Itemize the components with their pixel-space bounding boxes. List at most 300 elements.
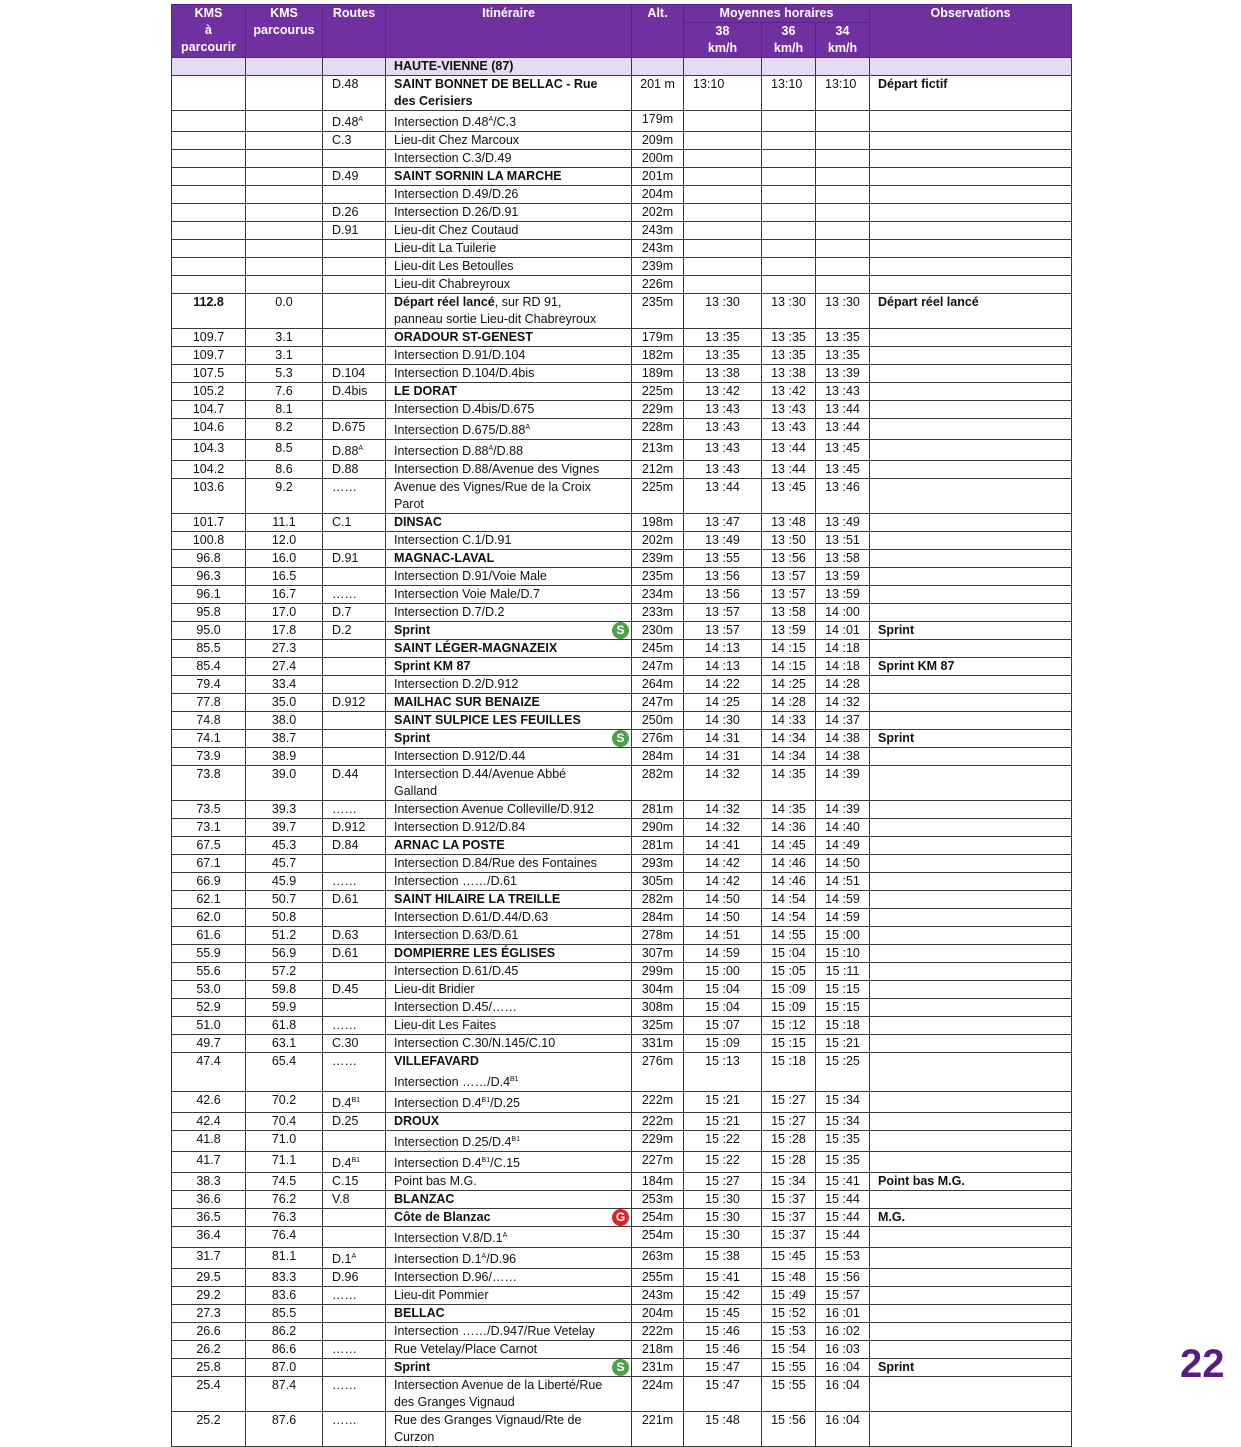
route-cell <box>323 532 386 550</box>
time-38-cell: 13 :57 <box>684 604 762 622</box>
observation-cell <box>870 258 1072 276</box>
time-38-cell <box>684 186 762 204</box>
kms-remaining-cell: 26.2 <box>172 1341 246 1359</box>
header-kms-remaining: KMS à parcourir <box>172 5 246 58</box>
observation-cell <box>870 1017 1072 1035</box>
altitude-cell: 247m <box>632 694 684 712</box>
time-38-cell: 14 :31 <box>684 748 762 766</box>
altitude-cell: 282m <box>632 766 684 801</box>
altitude-cell: 202m <box>632 532 684 550</box>
itinerary-cell: Intersection $D.4^{B1}/D.25$ <box>386 1091 632 1112</box>
kms-done-cell: 70.2 <box>246 1091 323 1112</box>
kms-done-cell: 71.0 <box>246 1130 323 1151</box>
route-cell: D.7 <box>323 604 386 622</box>
altitude-cell: 299m <box>632 963 684 981</box>
time-34-cell: 13 :35 <box>816 347 870 365</box>
time-36-cell: 15 :28 <box>762 1151 816 1172</box>
kms-remaining-cell: 62.0 <box>172 909 246 927</box>
route-cell <box>323 150 386 168</box>
time-36-cell: 15 :09 <box>762 999 816 1017</box>
kms-remaining-cell: 104.6 <box>172 419 246 440</box>
time-38-cell: 15 :21 <box>684 1112 762 1130</box>
kms-remaining-cell: 42.6 <box>172 1091 246 1112</box>
kms-done-cell: 85.5 <box>246 1305 323 1323</box>
kms-done-cell: 7.6 <box>246 383 323 401</box>
time-36-cell: 15 :45 <box>762 1248 816 1269</box>
time-38-cell: 13 :43 <box>684 401 762 419</box>
kms-remaining-cell: 96.8 <box>172 550 246 568</box>
kms-remaining-cell: 104.7 <box>172 401 246 419</box>
itinerary-cell: Lieu-dit La Tuilerie <box>386 240 632 258</box>
itinerary-cell: Intersection Avenue Colleville/D.912 <box>386 801 632 819</box>
time-36-cell: 13 :48 <box>762 514 816 532</box>
kms-remaining-cell <box>172 222 246 240</box>
itinerary-cell: Intersection D.45/…… <box>386 999 632 1017</box>
time-36-cell: 15 :48 <box>762 1269 816 1287</box>
time-38-cell: 14 :59 <box>684 945 762 963</box>
kms-done-cell: 16.5 <box>246 568 323 586</box>
kms-remaining-cell: 79.4 <box>172 676 246 694</box>
itinerary-row <box>172 819 1072 837</box>
altitude-cell: 179m <box>632 111 684 132</box>
route-cell: C.1 <box>323 514 386 532</box>
header-speed-34: 34 km/h <box>816 23 870 58</box>
kms-remaining-cell <box>172 258 246 276</box>
kms-remaining-cell: 41.8 <box>172 1130 246 1151</box>
itinerary-row <box>172 1112 1072 1130</box>
altitude-cell: 254m <box>632 1209 684 1227</box>
observation-cell <box>870 276 1072 294</box>
time-34-cell: 14 :49 <box>816 837 870 855</box>
time-38-cell: 15 :22 <box>684 1151 762 1172</box>
route-cell: C.3 <box>323 132 386 150</box>
time-36-cell: 15 :05 <box>762 963 816 981</box>
altitude-cell: 276m <box>632 1053 684 1091</box>
kms-done-cell: 3.1 <box>246 347 323 365</box>
header-itinerary: Itinéraire <box>386 5 632 58</box>
kms-done-cell: 8.5 <box>246 440 323 461</box>
time-38-cell: 15 :47 <box>684 1359 762 1377</box>
kms-done-cell: 71.1 <box>246 1151 323 1172</box>
kms-remaining-cell: 29.2 <box>172 1287 246 1305</box>
kms-done-cell: 8.6 <box>246 461 323 479</box>
observation-cell <box>870 204 1072 222</box>
itinerary-cell: SAINT SULPICE LES FEUILLES <box>386 712 632 730</box>
time-38-cell: 15 :48 <box>684 1412 762 1447</box>
route-cell <box>323 1209 386 1227</box>
kms-done-cell: 38.9 <box>246 748 323 766</box>
kms-done-cell: 87.0 <box>246 1359 323 1377</box>
itinerary-cell: Sprint KM 87 <box>386 658 632 676</box>
time-34-cell <box>816 132 870 150</box>
observation-cell <box>870 1130 1072 1151</box>
time-38-cell: 13 :43 <box>684 419 762 440</box>
kms-remaining-cell: 101.7 <box>172 514 246 532</box>
route-cell: D.61 <box>323 945 386 963</box>
time-36-cell: 15 :18 <box>762 1053 816 1091</box>
kms-done-cell <box>246 240 323 258</box>
time-36-cell: 14 :45 <box>762 837 816 855</box>
time-36-cell: 13 :57 <box>762 586 816 604</box>
route-cell <box>323 712 386 730</box>
itinerary-row <box>172 1359 1072 1377</box>
time-38-cell <box>684 204 762 222</box>
itinerary-row <box>172 748 1072 766</box>
time-36-cell: 15 :27 <box>762 1112 816 1130</box>
kms-remaining-cell <box>172 240 246 258</box>
itinerary-row <box>172 1035 1072 1053</box>
route-cell: …… <box>323 1017 386 1035</box>
kms-remaining-cell: 73.1 <box>172 819 246 837</box>
time-36-cell: 14 :46 <box>762 873 816 891</box>
time-36-cell: 14 :28 <box>762 694 816 712</box>
itinerary-cell: Intersection D.104/D.4bis <box>386 365 632 383</box>
kms-remaining-cell: 51.0 <box>172 1017 246 1035</box>
altitude-cell: 325m <box>632 1017 684 1035</box>
kms-done-cell: 9.2 <box>246 479 323 514</box>
header-speed-38: 38 km/h <box>684 23 762 58</box>
altitude-cell: 227m <box>632 1151 684 1172</box>
kms-done-cell <box>246 132 323 150</box>
itinerary-row <box>172 76 1072 111</box>
observation-cell <box>870 1341 1072 1359</box>
itinerary-cell: Intersection D.4bis/D.675 <box>386 401 632 419</box>
route-cell: D.45 <box>323 981 386 999</box>
itinerary-cell: Lieu-dit Les Betoulles <box>386 258 632 276</box>
route-cell: D.63 <box>323 927 386 945</box>
observation-cell <box>870 1151 1072 1172</box>
time-34-cell: 15 :21 <box>816 1035 870 1053</box>
time-36-cell: 13 :56 <box>762 550 816 568</box>
time-38-cell <box>684 240 762 258</box>
itinerary-cell: Sprint S <box>386 622 632 640</box>
kms-remaining-cell <box>172 132 246 150</box>
kms-done-cell: 8.2 <box>246 419 323 440</box>
itinerary-cell: Intersection D.912/D.44 <box>386 748 632 766</box>
kms-done-cell: 87.4 <box>246 1377 323 1412</box>
kms-remaining-cell: 96.1 <box>172 586 246 604</box>
itinerary-row <box>172 1227 1072 1248</box>
time-38-cell: 13 :38 <box>684 365 762 383</box>
itinerary-cell: Intersection D.91/D.104 <box>386 347 632 365</box>
time-38-cell: 15 :41 <box>684 1269 762 1287</box>
kms-remaining-cell: 47.4 <box>172 1053 246 1091</box>
time-36-cell: 13 :45 <box>762 479 816 514</box>
altitude-cell: 243m <box>632 1287 684 1305</box>
itinerary-row <box>172 365 1072 383</box>
observation-cell <box>870 461 1072 479</box>
time-36-cell <box>762 240 816 258</box>
kms-remaining-cell: 49.7 <box>172 1035 246 1053</box>
time-36-cell: 13 :43 <box>762 401 816 419</box>
time-34-cell: 13 :44 <box>816 401 870 419</box>
sprint-icon: S <box>612 730 629 747</box>
time-34-cell: 13 :59 <box>816 586 870 604</box>
time-34-cell: 13:10 <box>816 76 870 111</box>
itinerary-cell: VILLEFAVARD Intersection $\dots\dots/D.4^{B1}$ <box>386 1053 632 1091</box>
time-34-cell: 13 :45 <box>816 440 870 461</box>
observation-cell <box>870 150 1072 168</box>
route-cell: D.104 <box>323 365 386 383</box>
kms-done-cell: 39.3 <box>246 801 323 819</box>
observation-cell <box>870 748 1072 766</box>
route-cell: $D.88^A$ <box>323 440 386 461</box>
route-cell <box>323 329 386 347</box>
header-altitude: Alt. <box>632 5 684 58</box>
altitude-cell: 212m <box>632 461 684 479</box>
observation-cell <box>870 1053 1072 1091</box>
kms-done-cell: 83.6 <box>246 1287 323 1305</box>
route-cell <box>323 1227 386 1248</box>
time-36-cell: 14 :46 <box>762 855 816 873</box>
observation-cell <box>870 981 1072 999</box>
time-38-cell: 14 :32 <box>684 801 762 819</box>
time-36-cell: 14 :35 <box>762 801 816 819</box>
time-38-cell: 14 :32 <box>684 766 762 801</box>
itinerary-row <box>172 622 1072 640</box>
kms-done-cell: 16.0 <box>246 550 323 568</box>
itinerary-row <box>172 1209 1072 1227</box>
time-38-cell: 15 :42 <box>684 1287 762 1305</box>
itinerary-cell: Intersection Avenue de la Liberté/Rue des Granges Vignaud <box>386 1377 632 1412</box>
observation-cell <box>870 1091 1072 1112</box>
time-38-cell <box>684 150 762 168</box>
time-36-cell: 14 :15 <box>762 640 816 658</box>
kms-done-cell: 51.2 <box>246 927 323 945</box>
altitude-cell: 233m <box>632 604 684 622</box>
time-38-cell: 14 :42 <box>684 855 762 873</box>
observation-cell <box>870 168 1072 186</box>
time-36-cell: 14 :33 <box>762 712 816 730</box>
altitude-cell: 284m <box>632 748 684 766</box>
route-cell: D.25 <box>323 1112 386 1130</box>
route-cell <box>323 748 386 766</box>
time-38-cell: 15 :09 <box>684 1035 762 1053</box>
time-34-cell: 13 :58 <box>816 550 870 568</box>
kms-done-cell: 12.0 <box>246 532 323 550</box>
itinerary-row <box>172 1323 1072 1341</box>
altitude-cell: 228m <box>632 419 684 440</box>
time-36-cell: 13 :58 <box>762 604 816 622</box>
observation-cell <box>870 819 1072 837</box>
time-36-cell: 13 :42 <box>762 383 816 401</box>
kms-done-cell: 57.2 <box>246 963 323 981</box>
sprint-icon: S <box>612 622 629 639</box>
time-34-cell <box>816 168 870 186</box>
time-36-cell: 15 :04 <box>762 945 816 963</box>
time-38-cell: 15 :30 <box>684 1227 762 1248</box>
altitude-cell: 239m <box>632 550 684 568</box>
time-34-cell: 15 :15 <box>816 981 870 999</box>
itinerary-cell: Lieu-dit Chez Marcoux <box>386 132 632 150</box>
kms-remaining-cell: 55.6 <box>172 963 246 981</box>
time-36-cell <box>762 186 816 204</box>
kms-done-cell: 5.3 <box>246 365 323 383</box>
route-cell: C.15 <box>323 1173 386 1191</box>
kms-remaining-cell: 55.9 <box>172 945 246 963</box>
route-cell <box>323 1305 386 1323</box>
kms-done-cell: 45.9 <box>246 873 323 891</box>
altitude-cell: 305m <box>632 873 684 891</box>
kms-remaining-cell: 100.8 <box>172 532 246 550</box>
time-34-cell: 15 :56 <box>816 1269 870 1287</box>
observation-cell <box>870 945 1072 963</box>
time-34-cell: 14 :38 <box>816 748 870 766</box>
altitude-cell: 202m <box>632 204 684 222</box>
route-cell <box>323 855 386 873</box>
time-34-cell: 13 :45 <box>816 461 870 479</box>
observation-cell <box>870 1377 1072 1412</box>
time-34-cell: 15 :15 <box>816 999 870 1017</box>
route-cell <box>323 568 386 586</box>
altitude-cell: 222m <box>632 1091 684 1112</box>
time-36-cell: 15 :55 <box>762 1359 816 1377</box>
kms-done-cell: 16.7 <box>246 586 323 604</box>
time-34-cell: 15 :35 <box>816 1130 870 1151</box>
time-34-cell: 14 :59 <box>816 909 870 927</box>
itinerary-cell: Intersection D.88/Avenue des Vignes <box>386 461 632 479</box>
observation-cell <box>870 766 1072 801</box>
itinerary-row <box>172 945 1072 963</box>
kms-done-cell <box>246 204 323 222</box>
kms-remaining-cell: 109.7 <box>172 329 246 347</box>
itinerary-cell: Rue des Granges Vignaud/Rte de Curzon <box>386 1412 632 1447</box>
time-34-cell: 16 :03 <box>816 1341 870 1359</box>
time-38-cell: 13 :42 <box>684 383 762 401</box>
itinerary-row <box>172 240 1072 258</box>
itinerary-cell: ORADOUR ST-GENEST <box>386 329 632 347</box>
observation-cell <box>870 604 1072 622</box>
time-36-cell: 14 :34 <box>762 730 816 748</box>
time-38-cell: 13 :44 <box>684 479 762 514</box>
itinerary-cell: Intersection D.96/…… <box>386 1269 632 1287</box>
time-38-cell: 14 :42 <box>684 873 762 891</box>
route-cell: $D.1^A$ <box>323 1248 386 1269</box>
observation-cell: Sprint <box>870 1359 1072 1377</box>
kms-remaining-cell: 77.8 <box>172 694 246 712</box>
altitude-cell: 189m <box>632 365 684 383</box>
altitude-cell: 282m <box>632 891 684 909</box>
observation-cell <box>870 401 1072 419</box>
time-38-cell: 13 :55 <box>684 550 762 568</box>
altitude-cell: 243m <box>632 222 684 240</box>
observation-cell: Sprint KM 87 <box>870 658 1072 676</box>
time-38-cell: 13 :35 <box>684 329 762 347</box>
time-36-cell: 15 :34 <box>762 1173 816 1191</box>
time-38-cell <box>684 168 762 186</box>
time-34-cell: 13 :43 <box>816 383 870 401</box>
route-cell: $D.4^{B1}$ <box>323 1091 386 1112</box>
observation-cell: Sprint <box>870 730 1072 748</box>
itinerary-cell: Intersection $D.4^{B1}/C.15$ <box>386 1151 632 1172</box>
time-34-cell: 16 :02 <box>816 1323 870 1341</box>
route-cell <box>323 347 386 365</box>
kms-done-cell: 33.4 <box>246 676 323 694</box>
kms-done-cell <box>246 276 323 294</box>
altitude-cell: 281m <box>632 801 684 819</box>
altitude-cell: 235m <box>632 568 684 586</box>
time-36-cell: 14 :15 <box>762 658 816 676</box>
kms-done-cell: 70.4 <box>246 1112 323 1130</box>
time-38-cell: 13 :49 <box>684 532 762 550</box>
itinerary-cell: Intersection D.912/D.84 <box>386 819 632 837</box>
itinerary-cell: Intersection $D.88^A/D.88$ <box>386 440 632 461</box>
itinerary-cell: Intersection D.84/Rue des Fontaines <box>386 855 632 873</box>
itinerary-row <box>172 111 1072 132</box>
altitude-cell: 204m <box>632 186 684 204</box>
observation-cell <box>870 1305 1072 1323</box>
kms-remaining-cell: 107.5 <box>172 365 246 383</box>
observation-cell <box>870 329 1072 347</box>
altitude-cell: 226m <box>632 276 684 294</box>
observation-cell <box>870 240 1072 258</box>
kms-done-cell: 45.3 <box>246 837 323 855</box>
kms-remaining-cell <box>172 111 246 132</box>
time-34-cell: 16 :04 <box>816 1377 870 1412</box>
observation-cell <box>870 712 1072 730</box>
kms-done-cell: 76.2 <box>246 1191 323 1209</box>
itinerary-row <box>172 204 1072 222</box>
header-average-speeds: Moyennes horaires <box>684 5 870 23</box>
observation-cell <box>870 640 1072 658</box>
itinerary-row <box>172 712 1072 730</box>
altitude-cell: 247m <box>632 658 684 676</box>
altitude-cell: 235m <box>632 294 684 329</box>
kms-done-cell: 50.7 <box>246 891 323 909</box>
kms-remaining-cell <box>172 276 246 294</box>
kms-done-cell: 63.1 <box>246 1035 323 1053</box>
time-38-cell: 15 :46 <box>684 1323 762 1341</box>
time-38-cell: 14 :22 <box>684 676 762 694</box>
page-number: 22 <box>1180 1342 1225 1386</box>
altitude-cell: 218m <box>632 1341 684 1359</box>
observation-cell <box>870 676 1072 694</box>
observation-cell: Point bas M.G. <box>870 1173 1072 1191</box>
time-34-cell: 13 :59 <box>816 568 870 586</box>
observation-cell <box>870 1412 1072 1447</box>
time-34-cell <box>816 222 870 240</box>
time-36-cell: 14 :25 <box>762 676 816 694</box>
observation-cell <box>870 1287 1072 1305</box>
time-38-cell: 13 :57 <box>684 622 762 640</box>
kms-remaining-cell <box>172 150 246 168</box>
observation-cell <box>870 586 1072 604</box>
kms-remaining-cell: 112.8 <box>172 294 246 329</box>
time-36-cell: 13 :44 <box>762 461 816 479</box>
altitude-cell: 229m <box>632 1130 684 1151</box>
itinerary-row <box>172 383 1072 401</box>
kms-remaining-cell: 29.5 <box>172 1269 246 1287</box>
kms-remaining-cell: 74.8 <box>172 712 246 730</box>
time-36-cell: 15 :12 <box>762 1017 816 1035</box>
time-34-cell: 13 :39 <box>816 365 870 383</box>
itinerary-cell: Intersection D.2/D.912 <box>386 676 632 694</box>
observation-cell <box>870 927 1072 945</box>
itinerary-cell: BELLAC <box>386 1305 632 1323</box>
kms-remaining-cell: 25.4 <box>172 1377 246 1412</box>
kms-remaining-cell: 38.3 <box>172 1173 246 1191</box>
itinerary-cell: DINSAC <box>386 514 632 532</box>
kms-remaining-cell: 105.2 <box>172 383 246 401</box>
itinerary-row <box>172 927 1072 945</box>
altitude-cell: 293m <box>632 855 684 873</box>
itinerary-row <box>172 1377 1072 1412</box>
time-36-cell: 13 :30 <box>762 294 816 329</box>
route-cell <box>323 1323 386 1341</box>
itinerary-row <box>172 1130 1072 1151</box>
itinerary-cell: Sprint S <box>386 1359 632 1377</box>
kms-remaining-cell: 25.2 <box>172 1412 246 1447</box>
